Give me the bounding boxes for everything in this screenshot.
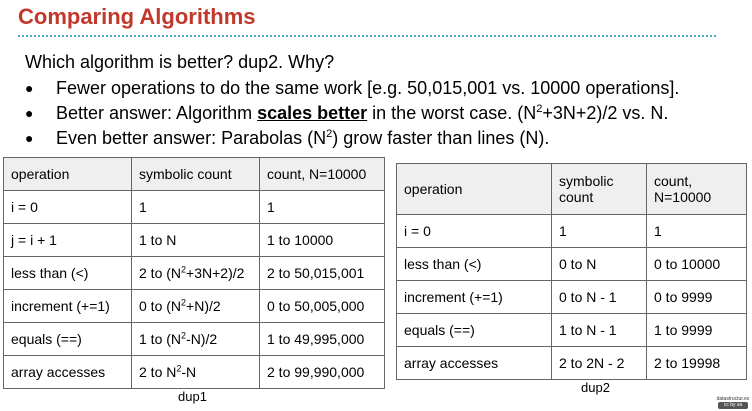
dup1-table (3, 157, 385, 389)
bullet-list (25, 76, 679, 151)
table-cell: 0 to 10000 (647, 248, 747, 281)
question-text: Which algorithm is better? dup2. Why? (25, 52, 335, 72)
table-cell: less than (<) (397, 248, 552, 281)
badge-site-text: datastructur.es (716, 396, 750, 402)
table-cell: 2 to 2N - 2 (552, 347, 647, 380)
scales-better-emphasis: scales better (257, 103, 368, 123)
table-cell: increment (+=1) (4, 290, 132, 323)
table-row (397, 281, 747, 314)
cell-text: -N (181, 364, 197, 380)
table-header-row (4, 158, 385, 191)
header-cell: operation (397, 164, 552, 215)
bullet-2-mid: in the worst case. (N (367, 103, 537, 123)
cell-text: 1 to (N (139, 331, 182, 347)
table-row (4, 323, 385, 356)
table-cell: 1 to 10000 (260, 224, 385, 257)
table-cell: less than (<) (4, 257, 132, 290)
bullet-2-sup: 2 (536, 103, 543, 115)
dup2-caption: dup2 (581, 380, 610, 395)
slide-title: Comparing Algorithms (18, 4, 256, 29)
table-cell: 1 (647, 215, 747, 248)
bullet-1-text: Fewer operations to do the same work [e.g. 50,015,001 vs. 10000 operations]. (56, 78, 680, 98)
cell-sup: 2 (176, 363, 182, 374)
table-cell (132, 290, 260, 323)
table-cell (132, 323, 260, 356)
bullet-2-pre: Better answer: Algorithm (56, 103, 258, 123)
table-cell: array accesses (397, 347, 552, 380)
bullet-3 (25, 126, 679, 151)
bullet-2-post: +3N+2)/2 vs. N. (542, 103, 669, 123)
cell-text: +3N+2)/2 (186, 265, 245, 281)
table-row (4, 224, 385, 257)
table-cell: i = 0 (4, 191, 132, 224)
license-badge (716, 396, 750, 410)
header-cell: operation (4, 158, 132, 191)
table-cell: 1 to 49,995,000 (260, 323, 385, 356)
cell-sup: 2 (181, 264, 187, 275)
bullet-1 (25, 76, 679, 101)
cell-sup: 2 (181, 330, 187, 341)
table-cell: i = 0 (397, 215, 552, 248)
table-cell: 0 to N - 1 (552, 281, 647, 314)
cell-sup: 2 (181, 297, 187, 308)
table-cell: 0 to N (552, 248, 647, 281)
cell-text: -N)/2 (186, 331, 218, 347)
table-cell: increment (+=1) (397, 281, 552, 314)
table-cell: 2 to 50,015,001 (260, 257, 385, 290)
table-row (397, 248, 747, 281)
header-cell: count, N=10000 (647, 164, 747, 215)
table-cell: 2 to 99,990,000 (260, 356, 385, 389)
dup2-table (396, 163, 747, 380)
table-row (4, 257, 385, 290)
cell-text: 2 to (N (139, 265, 182, 281)
table-cell: 1 (132, 191, 260, 224)
cell-text: 2 to N (139, 364, 177, 380)
table-cell: 0 to 9999 (647, 281, 747, 314)
bullet-3-pre: Even better answer: Parabolas (N (56, 128, 327, 148)
header-cell: symbolic count (132, 158, 260, 191)
table-cell: 1 to 9999 (647, 314, 747, 347)
table-row (397, 314, 747, 347)
table-cell: 0 to 50,005,000 (260, 290, 385, 323)
cell-text: +N)/2 (186, 298, 221, 314)
table-cell: equals (==) (397, 314, 552, 347)
table-cell: equals (==) (4, 323, 132, 356)
cc-license-icon: cc by sa (718, 402, 748, 409)
table-row (4, 290, 385, 323)
table-row (397, 215, 747, 248)
table-row (397, 347, 747, 380)
table-cell: j = i + 1 (4, 224, 132, 257)
bullet-3-sup: 2 (326, 128, 333, 140)
table-cell (132, 356, 260, 389)
cell-text: 0 to (N (139, 298, 182, 314)
table-cell: 1 (552, 215, 647, 248)
header-cell: count, N=10000 (260, 158, 385, 191)
bullet-2 (25, 101, 679, 126)
table-cell: 1 to N (132, 224, 260, 257)
table-cell: 2 to 19998 (647, 347, 747, 380)
table-row (4, 356, 385, 389)
table-cell: array accesses (4, 356, 132, 389)
header-cell: symbolic count (552, 164, 647, 215)
table-cell: 1 (260, 191, 385, 224)
title-divider (18, 35, 716, 37)
table-cell: 1 to N - 1 (552, 314, 647, 347)
table-cell (132, 257, 260, 290)
bullet-3-post: ) grow faster than lines (N). (332, 128, 550, 148)
dup1-caption: dup1 (178, 389, 207, 404)
table-row (4, 191, 385, 224)
table-header-row (397, 164, 747, 215)
